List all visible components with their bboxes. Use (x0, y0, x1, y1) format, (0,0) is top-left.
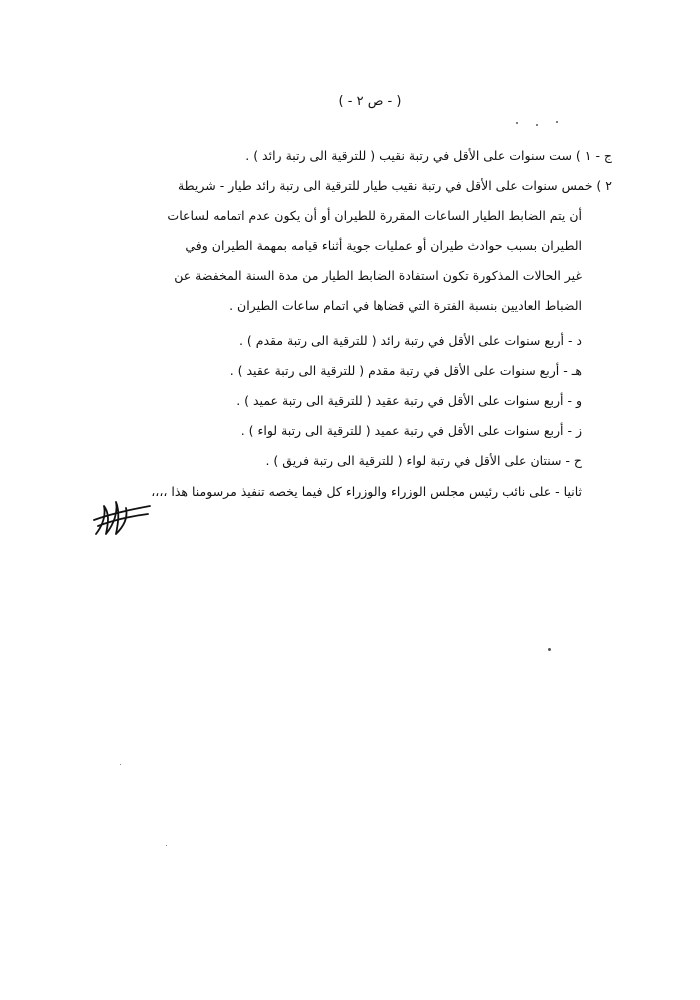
item-c1: ج - ١ ) ست سنوات على الأقل في رتبة نقيب ( للترقية الى رتبة رائد ) . (245, 148, 612, 163)
scan-speck (536, 124, 538, 126)
item-h: ح - سنتان على الأقل في رتبة لواء ( للترقية الى رتبة فريق ) . (265, 453, 582, 468)
scan-speck (556, 121, 558, 123)
scan-speck (166, 845, 167, 846)
item-g: ز - أربع سنوات على الأقل في رتبة عميد ( للترقية الى رتبة لواء ) . (240, 423, 582, 438)
item-c2-continuation-3: غير الحالات المذكورة تكون استفادة الضابط الطيار من مدة السنة المخفضة عن (174, 268, 582, 283)
item-c2: ٢ ) خمس سنوات على الأقل في رتبة نقيب طيار للترقية الى رتبة رائد طيار - شريطة (177, 178, 612, 193)
item-d: د - أربع سنوات على الأقل في رتبة رائد ( للترقية الى رتبة مقدم ) . (238, 333, 582, 348)
item-c2-continuation-1: أن يتم الضابط الطيار الساعات المقررة للطيران أو أن يكون عدم اتمامه لساعات (167, 208, 582, 223)
item-e: هـ - أربع سنوات على الأقل في رتبة مقدم ( للترقية الى رتبة عقيد ) . (229, 363, 582, 378)
scan-speck (516, 122, 518, 124)
page-number: ( - ص ٢ - ) (338, 94, 402, 109)
signature-mark (92, 496, 152, 540)
second-clause: ثانيا - على نائب رئيس مجلس الوزراء والوزراء كل فيما يخصه تنفيذ مرسومنا هذا ،،،، (151, 484, 582, 499)
item-c2-continuation-2: الطيران بسبب حوادث طيران أو عمليات جوية أثناء قيامه بمهمة الطيران وفي (185, 238, 582, 253)
scan-speck (120, 764, 121, 765)
item-c2-continuation-4: الضباط العاديين بنسبة الفترة التي قضاها في اتمام ساعات الطيران . (229, 298, 582, 313)
item-f: و - أربع سنوات على الأقل في رتبة عقيد ( للترقية الى رتبة عميد ) . (236, 393, 582, 408)
scan-speck (548, 648, 551, 651)
